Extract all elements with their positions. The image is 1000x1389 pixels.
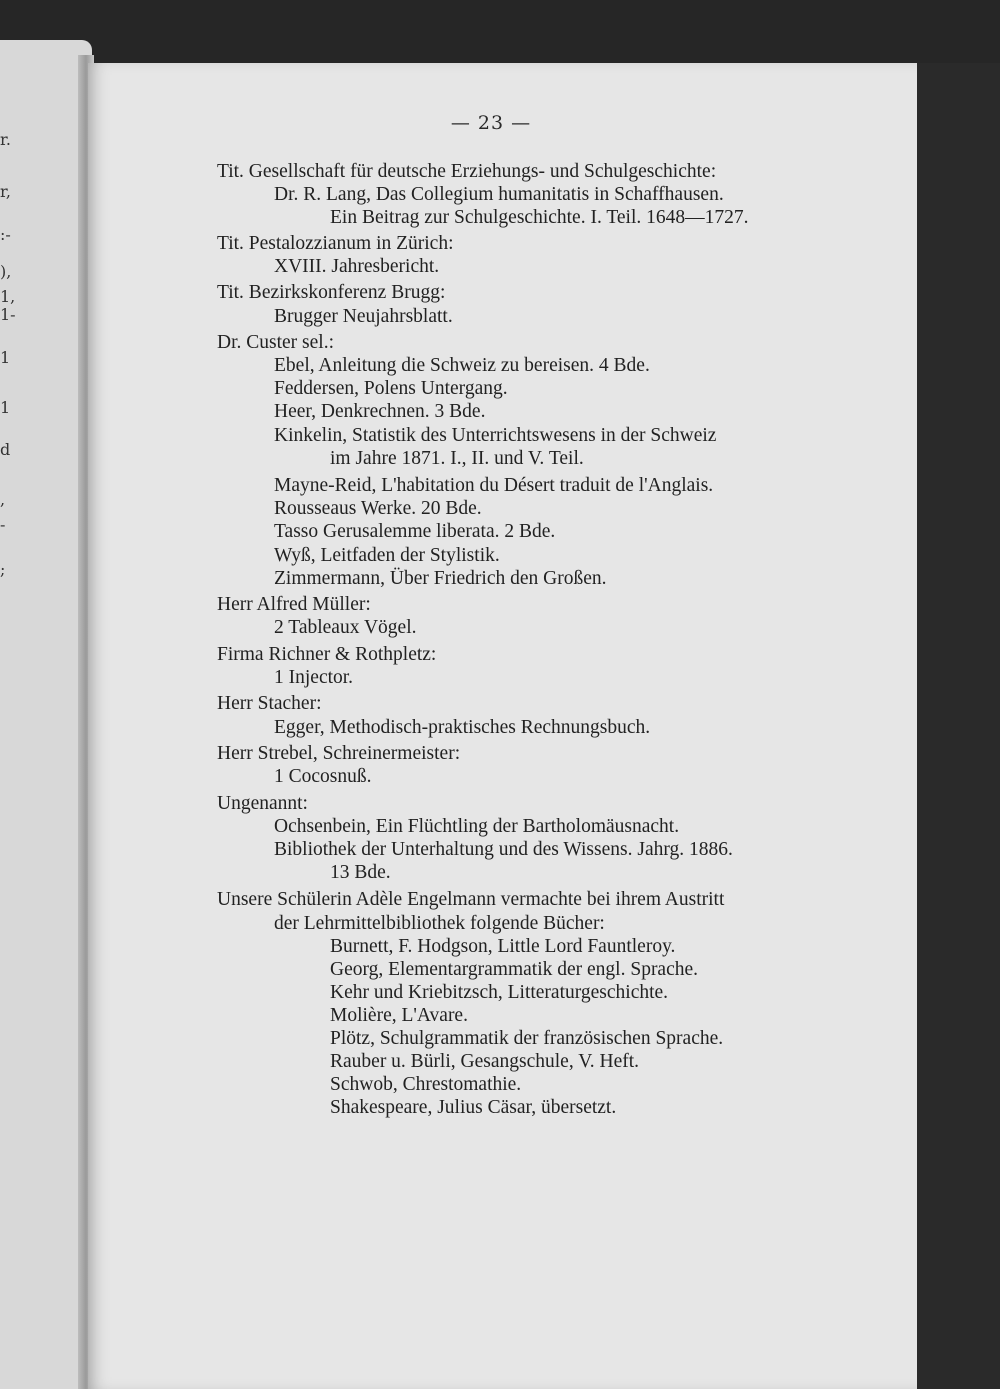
text-line: Dr. Custer sel.: [217, 332, 334, 353]
text-line: im Jahre 1871. I., II. und V. Teil. [330, 448, 584, 469]
left-page-fragment: ; [0, 560, 6, 579]
text-line: 13 Bde. [330, 862, 391, 883]
text-line: Zimmermann, Über Friedrich den Großen. [274, 568, 607, 589]
text-line: der Lehrmittelbibliothek folgende Bücher: [274, 913, 605, 934]
text-line: Mayne-Reid, L'habitation du Désert traduit de l'Anglais. [274, 475, 714, 496]
text-line: Tit. Pestalozzianum in Zürich: [217, 233, 454, 254]
text-line: Wyß, Leitfaden der Stylistik. [274, 545, 500, 566]
left-page-fragment: ), [0, 262, 12, 281]
text-line: Ungenannt: [217, 793, 308, 814]
left-page-fragment: 1, [0, 287, 16, 306]
left-page-fragment: 1 [0, 348, 11, 367]
text-line: Egger, Methodisch-praktisches Rechnungsbuch. [274, 717, 651, 738]
left-page-fragment: :- [0, 225, 11, 244]
text-line: Tasso Gerusalemme liberata. 2 Bde. [274, 521, 556, 542]
text-line: Tit. Bezirkskonferenz Brugg: [217, 282, 446, 303]
left-page-fragment: r. [0, 130, 11, 149]
text-line: Brugger Neujahrsblatt. [274, 306, 453, 327]
text-line: Bibliothek der Unterhaltung und des Wissens. Jahrg. 1886. [274, 839, 733, 860]
text-line: Herr Stacher: [217, 693, 322, 714]
text-line: Schwob, Chrestomathie. [330, 1074, 522, 1095]
text-line: Ein Beitrag zur Schulgeschichte. I. Teil. 1648—1727. [330, 207, 749, 228]
text-line: Firma Richner & Rothpletz: [217, 644, 437, 665]
scan-background-top [0, 0, 1000, 65]
page-number: — 23 — [450, 112, 532, 134]
text-line: 2 Tableaux Vögel. [274, 617, 417, 638]
text-line: Dr. R. Lang, Das Collegium humanitatis in Schaffhausen. [274, 184, 724, 205]
text-line: 1 Injector. [274, 667, 354, 688]
text-line: XVIII. Jahresbericht. [274, 256, 440, 277]
left-page-fragment: - [0, 515, 6, 534]
text-line: Feddersen, Polens Untergang. [274, 378, 508, 399]
text-line: Tit. Gesellschaft für deutsche Erziehungs- und Schulgeschichte: [217, 161, 717, 182]
left-page-fragment: r, [0, 182, 11, 201]
left-page-fragment: , [0, 490, 6, 509]
text-line: Molière, L'Avare. [330, 1005, 468, 1026]
text-line: Georg, Elementargrammatik der engl. Sprache. [330, 959, 699, 980]
text-line: Burnett, F. Hodgson, Little Lord Fauntleroy. [330, 936, 676, 957]
text-line: Herr Alfred Müller: [217, 594, 371, 615]
text-line: Plötz, Schulgrammatik der französischen Sprache. [330, 1028, 724, 1049]
text-line: Rousseaus Werke. 20 Bde. [274, 498, 482, 519]
text-line: Unsere Schülerin Adèle Engelmann vermachte bei ihrem Austritt [217, 889, 725, 910]
left-page-fragment: d [0, 440, 11, 459]
left-page-fragment: 1- [0, 305, 16, 324]
text-line: 1 Cocosnuß. [274, 766, 372, 787]
text-line: Heer, Denkrechnen. 3 Bde. [274, 401, 486, 422]
text-line: Ebel, Anleitung die Schweiz zu bereisen. 4 Bde. [274, 355, 650, 376]
text-line: Ochsenbein, Ein Flüchtling der Bartholomäusnacht. [274, 816, 680, 837]
text-line: Herr Strebel, Schreinermeister: [217, 743, 461, 764]
scan-background-right [917, 63, 1000, 1389]
text-line: Rauber u. Bürli, Gesangschule, V. Heft. [330, 1051, 640, 1072]
text-line: Kehr und Kriebitzsch, Litteraturgeschichte. [330, 982, 669, 1003]
text-line: Shakespeare, Julius Cäsar, übersetzt. [330, 1097, 617, 1118]
left-page-fragment: 1 [0, 398, 11, 417]
text-line: Kinkelin, Statistik des Unterrichtswesens in der Schweiz [274, 425, 717, 446]
